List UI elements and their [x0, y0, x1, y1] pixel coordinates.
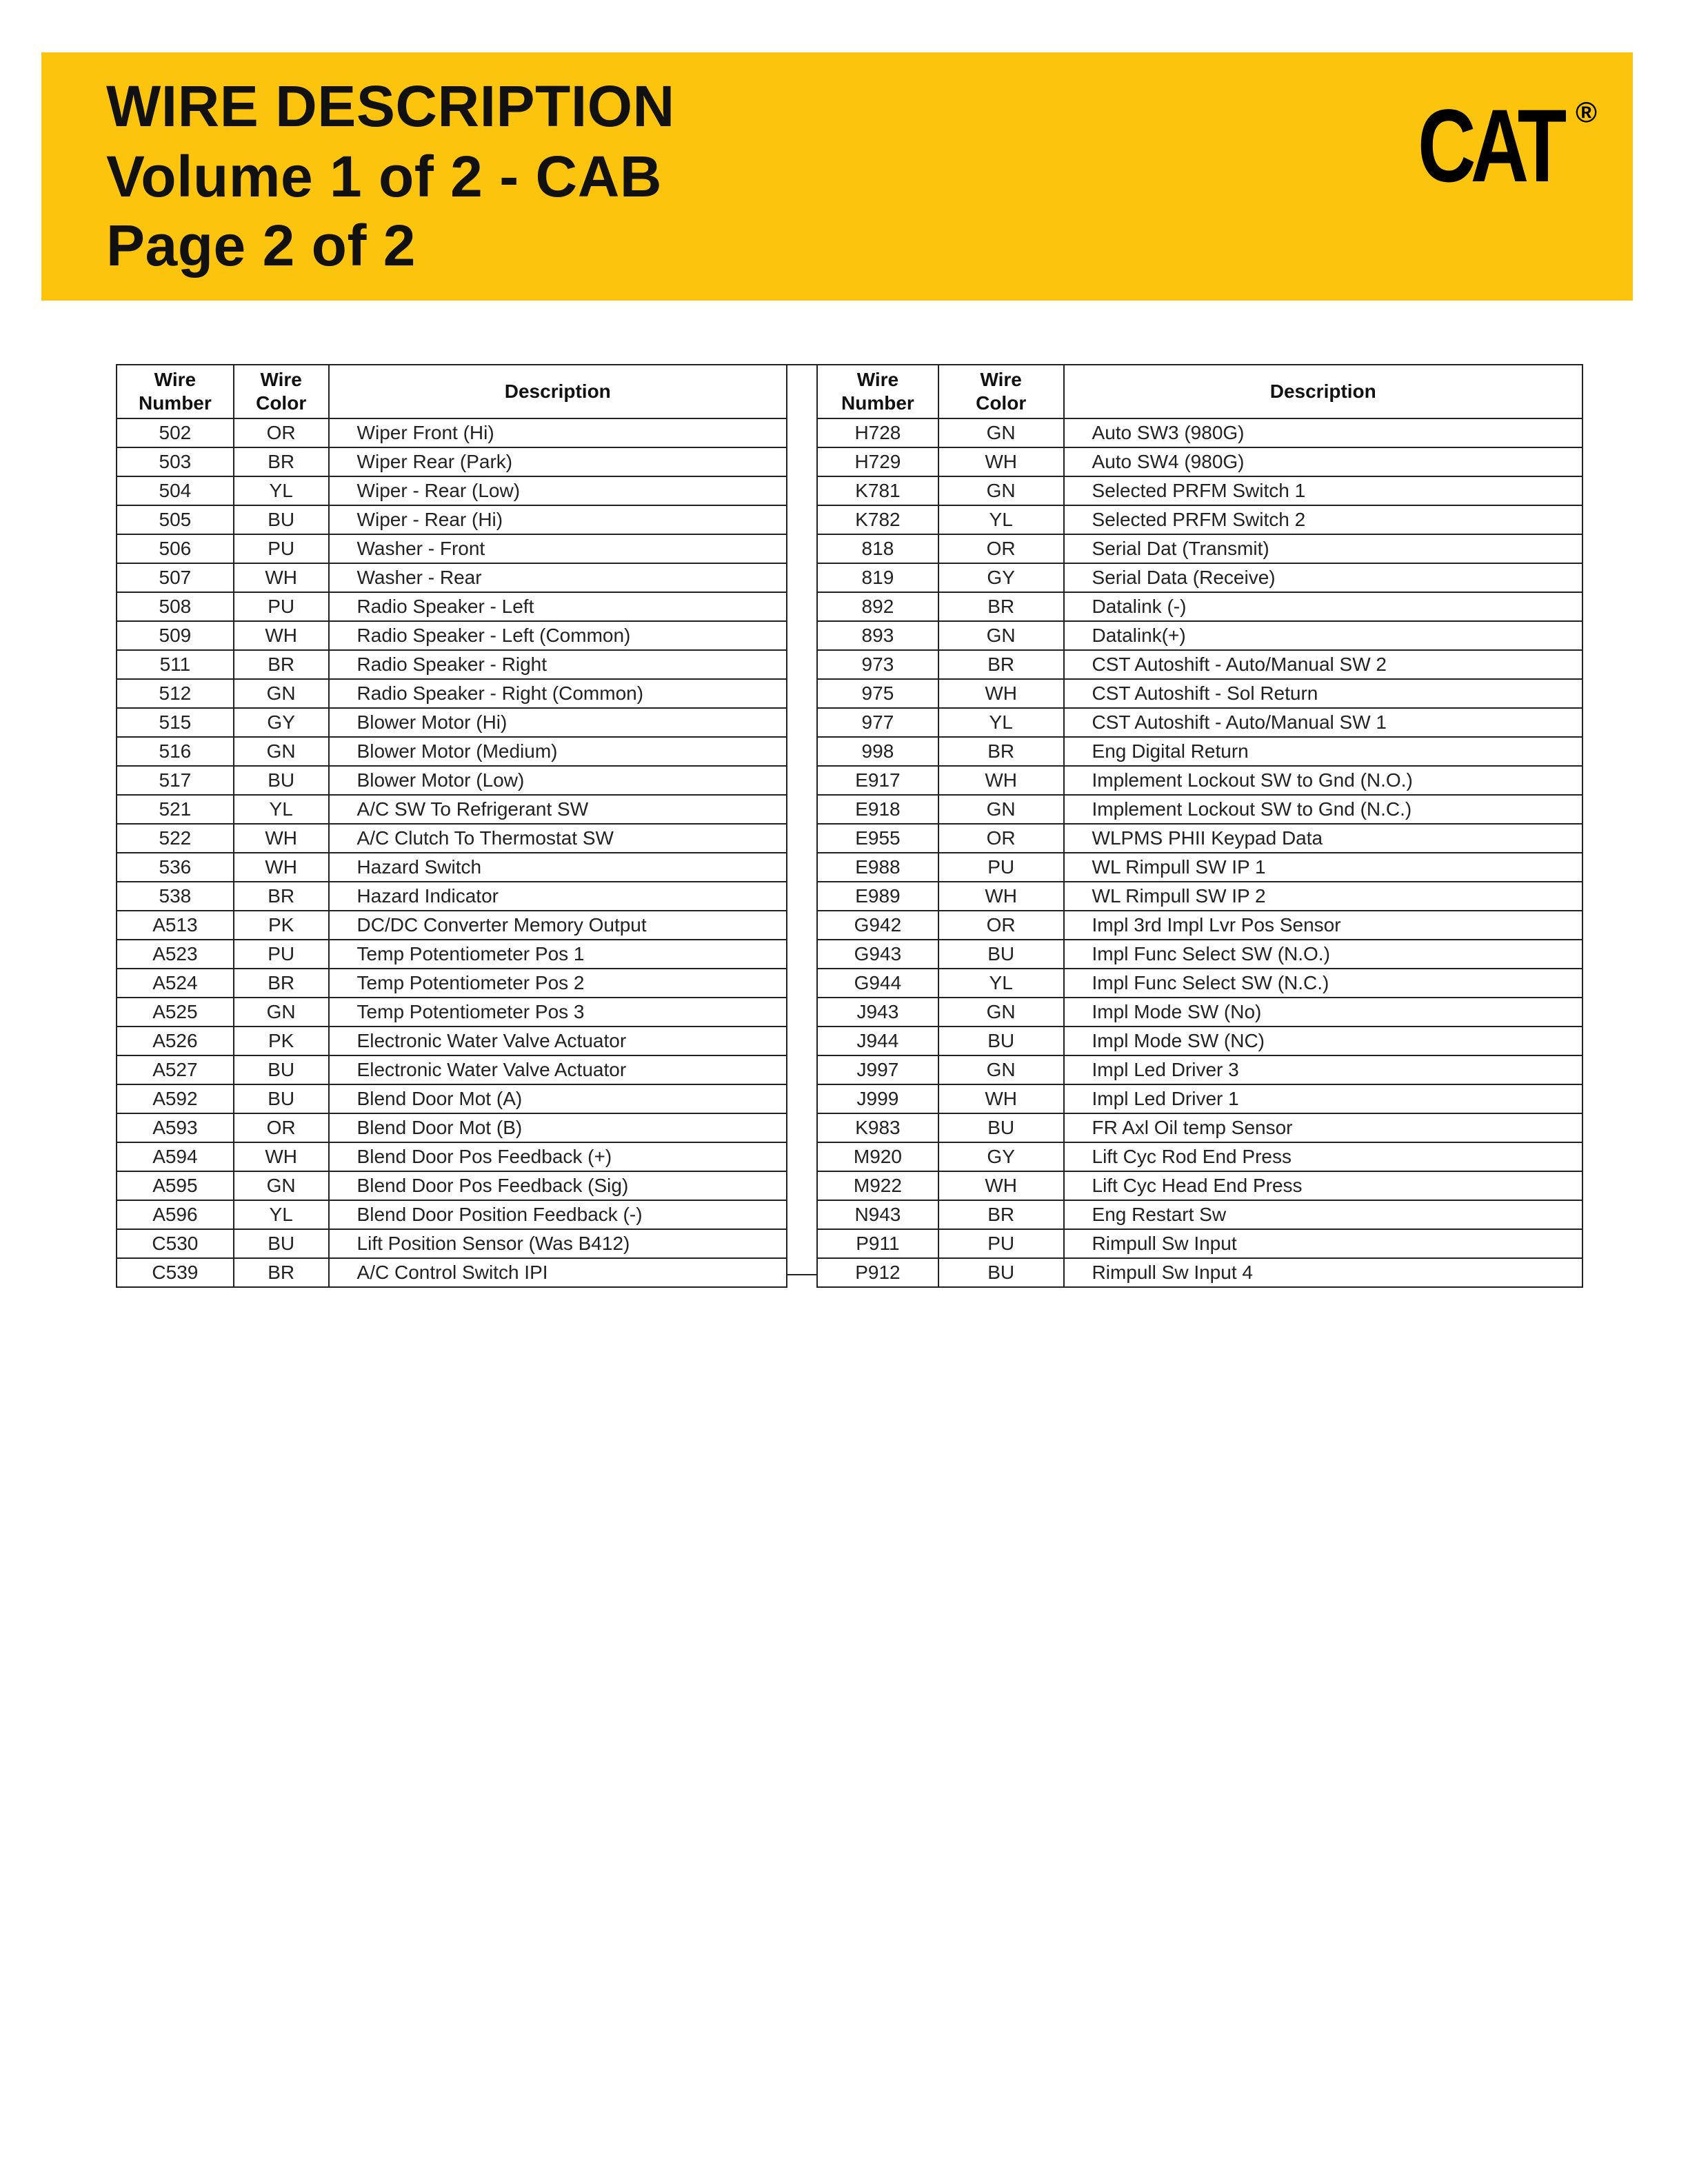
- cat-logo-text: CAT: [1418, 88, 1562, 203]
- table-row: [117, 824, 787, 853]
- wire-color-cell: PU: [234, 592, 329, 621]
- wire-number-cell: 998: [817, 737, 938, 766]
- table-row: [817, 1027, 1582, 1055]
- wire-color-cell: GY: [234, 708, 329, 737]
- wire-color-cell: YL: [938, 505, 1064, 534]
- table-row: [117, 766, 787, 795]
- wire-color-cell: BR: [234, 969, 329, 998]
- wire-color-cell: BR: [938, 737, 1064, 766]
- wire-number-cell: A594: [117, 1142, 234, 1171]
- wire-number-cell: E917: [817, 766, 938, 795]
- description-cell: Eng Restart Sw: [1064, 1200, 1582, 1229]
- table-row: [817, 940, 1582, 969]
- description-cell: Radio Speaker - Right: [329, 650, 787, 679]
- description-cell: Impl Mode SW (No): [1064, 998, 1582, 1027]
- table-row: [817, 737, 1582, 766]
- wire-color-cell: BU: [234, 1055, 329, 1084]
- description-cell: Rimpull Sw Input: [1064, 1229, 1582, 1258]
- wire-color-cell: BR: [234, 882, 329, 911]
- table-row: [817, 1258, 1582, 1287]
- wire-number-cell: 515: [117, 708, 234, 737]
- table-row: [817, 650, 1582, 679]
- wire-number-cell: P912: [817, 1258, 938, 1287]
- wire-color-cell: BR: [234, 1258, 329, 1287]
- description-cell: Lift Cyc Head End Press: [1064, 1171, 1582, 1200]
- wire-color-cell: GY: [938, 563, 1064, 592]
- wire-number-cell: A595: [117, 1171, 234, 1200]
- wire-number-cell: 975: [817, 679, 938, 708]
- wire-number-cell: 893: [817, 621, 938, 650]
- description-cell: CST Autoshift - Sol Return: [1064, 679, 1582, 708]
- wire-color-cell: YL: [938, 969, 1064, 998]
- description-cell: Eng Digital Return: [1064, 737, 1582, 766]
- wire-number-cell: 511: [117, 650, 234, 679]
- wire-color-cell: WH: [234, 853, 329, 882]
- table-row: [817, 795, 1582, 824]
- wire-number-cell: G942: [817, 911, 938, 940]
- wire-color-cell: YL: [234, 476, 329, 505]
- description-cell: Auto SW4 (980G): [1064, 447, 1582, 476]
- header-description: Description: [329, 365, 787, 418]
- description-cell: A/C Control Switch IPI: [329, 1258, 787, 1287]
- table-row: [117, 563, 787, 592]
- table-row: [117, 940, 787, 969]
- table-row: [117, 1200, 787, 1229]
- table-gutter: [787, 364, 816, 1275]
- table-row: [817, 563, 1582, 592]
- description-cell: Electronic Water Valve Actuator: [329, 1055, 787, 1084]
- table-header-row: [117, 365, 787, 418]
- wire-color-cell: YL: [234, 795, 329, 824]
- wire-color-cell: GN: [938, 998, 1064, 1027]
- wire-number-cell: K983: [817, 1113, 938, 1142]
- description-cell: Radio Speaker - Left: [329, 592, 787, 621]
- wire-color-cell: GN: [234, 679, 329, 708]
- wire-color-cell: GN: [938, 476, 1064, 505]
- wire-number-cell: K782: [817, 505, 938, 534]
- wire-number-cell: 536: [117, 853, 234, 882]
- wire-number-cell: A523: [117, 940, 234, 969]
- wire-number-cell: 521: [117, 795, 234, 824]
- table-row: [117, 1055, 787, 1084]
- wire-number-cell: 503: [117, 447, 234, 476]
- wire-number-cell: 512: [117, 679, 234, 708]
- wire-number-cell: A525: [117, 998, 234, 1027]
- table-row: [817, 447, 1582, 476]
- wire-color-cell: WH: [234, 563, 329, 592]
- description-cell: Blend Door Mot (A): [329, 1084, 787, 1113]
- description-cell: Impl Mode SW (NC): [1064, 1027, 1582, 1055]
- table-row: [117, 1258, 787, 1287]
- page-label: Page 2 of 2: [106, 213, 416, 278]
- description-cell: Rimpull Sw Input 4: [1064, 1258, 1582, 1287]
- wire-number-cell: 509: [117, 621, 234, 650]
- wire-number-cell: 507: [117, 563, 234, 592]
- description-cell: Impl Func Select SW (N.O.): [1064, 940, 1582, 969]
- description-cell: FR Axl Oil temp Sensor: [1064, 1113, 1582, 1142]
- wire-number-cell: J999: [817, 1084, 938, 1113]
- wire-color-cell: BU: [234, 1084, 329, 1113]
- document-title: WIRE DESCRIPTION: [106, 74, 675, 139]
- header-banner: [41, 52, 1633, 301]
- description-cell: Wiper Rear (Park): [329, 447, 787, 476]
- description-cell: Datalink(+): [1064, 621, 1582, 650]
- table-row: [117, 911, 787, 940]
- wire-number-cell: 522: [117, 824, 234, 853]
- description-cell: Impl 3rd Impl Lvr Pos Sensor: [1064, 911, 1582, 940]
- wire-color-cell: GN: [938, 621, 1064, 650]
- description-cell: Impl Led Driver 3: [1064, 1055, 1582, 1084]
- wire-color-cell: WH: [938, 447, 1064, 476]
- description-cell: Hazard Indicator: [329, 882, 787, 911]
- wire-number-cell: J997: [817, 1055, 938, 1084]
- wire-color-cell: OR: [938, 911, 1064, 940]
- wire-number-cell: 517: [117, 766, 234, 795]
- wire-table-right: [816, 364, 1583, 1288]
- table-row: [117, 1027, 787, 1055]
- wire-color-cell: OR: [938, 824, 1064, 853]
- wire-color-cell: WH: [938, 1171, 1064, 1200]
- wire-color-cell: YL: [234, 1200, 329, 1229]
- table-row: [817, 1055, 1582, 1084]
- wire-number-cell: 502: [117, 418, 234, 447]
- wire-color-cell: BR: [938, 650, 1064, 679]
- description-cell: WLPMS PHII Keypad Data: [1064, 824, 1582, 853]
- table-row: [117, 1171, 787, 1200]
- description-cell: Blower Motor (Hi): [329, 708, 787, 737]
- wire-color-cell: BU: [938, 1027, 1064, 1055]
- table-row: [817, 708, 1582, 737]
- table-row: [117, 1113, 787, 1142]
- table-row: [117, 418, 787, 447]
- description-cell: Blend Door Mot (B): [329, 1113, 787, 1142]
- wire-number-cell: N943: [817, 1200, 938, 1229]
- wire-number-cell: A596: [117, 1200, 234, 1229]
- wire-number-cell: 977: [817, 708, 938, 737]
- header-wire-color: Wire Color: [234, 365, 329, 418]
- table-row: [117, 679, 787, 708]
- wire-number-cell: 504: [117, 476, 234, 505]
- wire-number-cell: 516: [117, 737, 234, 766]
- wire-color-cell: BR: [938, 592, 1064, 621]
- description-cell: Impl Func Select SW (N.C.): [1064, 969, 1582, 998]
- description-cell: Temp Potentiometer Pos 2: [329, 969, 787, 998]
- header-wire-number: Wire Number: [817, 365, 938, 418]
- table-row: [817, 1171, 1582, 1200]
- table-row: [117, 998, 787, 1027]
- wire-color-cell: BU: [234, 1229, 329, 1258]
- table-row: [817, 1229, 1582, 1258]
- wire-number-cell: 508: [117, 592, 234, 621]
- description-cell: Temp Potentiometer Pos 3: [329, 998, 787, 1027]
- wire-color-cell: GN: [938, 1055, 1064, 1084]
- wire-number-cell: A593: [117, 1113, 234, 1142]
- wire-color-cell: PU: [938, 1229, 1064, 1258]
- wire-color-cell: YL: [938, 708, 1064, 737]
- table-row: [817, 418, 1582, 447]
- wire-table-left: [116, 364, 787, 1288]
- table-row: [817, 621, 1582, 650]
- table-row: [117, 505, 787, 534]
- wire-color-cell: BR: [234, 447, 329, 476]
- wire-color-cell: BU: [234, 505, 329, 534]
- wire-number-cell: E918: [817, 795, 938, 824]
- description-cell: Radio Speaker - Right (Common): [329, 679, 787, 708]
- wire-color-cell: BU: [938, 1113, 1064, 1142]
- table-row: [117, 592, 787, 621]
- description-cell: Auto SW3 (980G): [1064, 418, 1582, 447]
- description-cell: Serial Dat (Transmit): [1064, 534, 1582, 563]
- table-row: [117, 1084, 787, 1113]
- table-row: [817, 969, 1582, 998]
- wire-number-cell: H728: [817, 418, 938, 447]
- wire-color-cell: WH: [234, 621, 329, 650]
- description-cell: Washer - Front: [329, 534, 787, 563]
- description-cell: A/C SW To Refrigerant SW: [329, 795, 787, 824]
- description-cell: Blend Door Pos Feedback (Sig): [329, 1171, 787, 1200]
- wire-color-cell: WH: [234, 824, 329, 853]
- wire-color-cell: PU: [234, 940, 329, 969]
- table-row: [817, 505, 1582, 534]
- description-cell: Temp Potentiometer Pos 1: [329, 940, 787, 969]
- wire-number-cell: M922: [817, 1171, 938, 1200]
- wire-number-cell: E989: [817, 882, 938, 911]
- wire-number-cell: 506: [117, 534, 234, 563]
- description-cell: CST Autoshift - Auto/Manual SW 2: [1064, 650, 1582, 679]
- description-cell: Selected PRFM Switch 2: [1064, 505, 1582, 534]
- header-wire-color: Wire Color: [938, 365, 1064, 418]
- wire-number-cell: A524: [117, 969, 234, 998]
- table-row: [117, 737, 787, 766]
- wire-color-cell: WH: [938, 1084, 1064, 1113]
- table-row: [117, 882, 787, 911]
- wire-color-cell: BU: [234, 766, 329, 795]
- wire-number-cell: C539: [117, 1258, 234, 1287]
- wire-color-cell: PK: [234, 911, 329, 940]
- wire-number-cell: 818: [817, 534, 938, 563]
- wire-number-cell: 819: [817, 563, 938, 592]
- wire-color-cell: GN: [938, 418, 1064, 447]
- wire-color-cell: GN: [234, 998, 329, 1027]
- wire-color-cell: GN: [234, 737, 329, 766]
- table-row: [817, 534, 1582, 563]
- table-row: [817, 476, 1582, 505]
- wire-color-cell: BU: [938, 940, 1064, 969]
- table-row: [817, 1084, 1582, 1113]
- wire-color-cell: BR: [234, 650, 329, 679]
- description-cell: CST Autoshift - Auto/Manual SW 1: [1064, 708, 1582, 737]
- wire-number-cell: 892: [817, 592, 938, 621]
- description-cell: WL Rimpull SW IP 2: [1064, 882, 1582, 911]
- wire-number-cell: 538: [117, 882, 234, 911]
- description-cell: DC/DC Converter Memory Output: [329, 911, 787, 940]
- table-row: [817, 1200, 1582, 1229]
- wire-number-cell: 505: [117, 505, 234, 534]
- wire-number-cell: 973: [817, 650, 938, 679]
- wire-number-cell: M920: [817, 1142, 938, 1171]
- registered-mark: ®: [1576, 96, 1597, 128]
- wire-number-cell: J944: [817, 1027, 938, 1055]
- table-row: [817, 766, 1582, 795]
- description-cell: Serial Data (Receive): [1064, 563, 1582, 592]
- description-cell: Electronic Water Valve Actuator: [329, 1027, 787, 1055]
- table-row: [817, 882, 1582, 911]
- description-cell: Blend Door Position Feedback (-): [329, 1200, 787, 1229]
- wire-color-cell: GN: [234, 1171, 329, 1200]
- description-cell: Blend Door Pos Feedback (+): [329, 1142, 787, 1171]
- description-cell: Lift Position Sensor (Was B412): [329, 1229, 787, 1258]
- wire-color-cell: WH: [938, 679, 1064, 708]
- wire-color-cell: PU: [938, 853, 1064, 882]
- wire-number-cell: K781: [817, 476, 938, 505]
- wire-number-cell: A527: [117, 1055, 234, 1084]
- wire-color-cell: OR: [234, 1113, 329, 1142]
- table-row: [817, 998, 1582, 1027]
- wire-number-cell: J943: [817, 998, 938, 1027]
- wire-color-cell: GY: [938, 1142, 1064, 1171]
- header-wire-number: Wire Number: [117, 365, 234, 418]
- wire-number-cell: P911: [817, 1229, 938, 1258]
- description-cell: Impl Led Driver 1: [1064, 1084, 1582, 1113]
- cat-logo: [1418, 88, 1597, 203]
- wire-number-cell: G943: [817, 940, 938, 969]
- wire-color-cell: WH: [938, 882, 1064, 911]
- description-cell: Wiper Front (Hi): [329, 418, 787, 447]
- wire-color-cell: WH: [234, 1142, 329, 1171]
- description-cell: Wiper - Rear (Low): [329, 476, 787, 505]
- description-cell: Wiper - Rear (Hi): [329, 505, 787, 534]
- table-row: [117, 969, 787, 998]
- table-row: [817, 853, 1582, 882]
- wire-number-cell: E955: [817, 824, 938, 853]
- wire-color-cell: OR: [938, 534, 1064, 563]
- description-cell: Implement Lockout SW to Gnd (N.C.): [1064, 795, 1582, 824]
- wire-number-cell: A526: [117, 1027, 234, 1055]
- wire-number-cell: C530: [117, 1229, 234, 1258]
- volume-label: Volume 1 of 2 - CAB: [106, 144, 663, 209]
- wire-number-cell: A513: [117, 911, 234, 940]
- description-cell: Implement Lockout SW to Gnd (N.O.): [1064, 766, 1582, 795]
- table-row: [117, 1229, 787, 1258]
- table-row: [117, 534, 787, 563]
- table-row: [117, 1142, 787, 1171]
- table-row: [817, 679, 1582, 708]
- table-row: [117, 795, 787, 824]
- table-row: [117, 853, 787, 882]
- wire-color-cell: PU: [234, 534, 329, 563]
- table-row: [117, 708, 787, 737]
- description-cell: Washer - Rear: [329, 563, 787, 592]
- wire-number-cell: A592: [117, 1084, 234, 1113]
- table-header-row: [817, 365, 1582, 418]
- wire-color-cell: GN: [938, 795, 1064, 824]
- description-cell: Radio Speaker - Left (Common): [329, 621, 787, 650]
- wire-color-cell: BR: [938, 1200, 1064, 1229]
- wire-number-cell: G944: [817, 969, 938, 998]
- table-row: [817, 1142, 1582, 1171]
- description-cell: WL Rimpull SW IP 1: [1064, 853, 1582, 882]
- wire-number-cell: E988: [817, 853, 938, 882]
- table-row: [817, 592, 1582, 621]
- header-description: Description: [1064, 365, 1582, 418]
- table-row: [817, 911, 1582, 940]
- description-cell: Datalink (-): [1064, 592, 1582, 621]
- description-cell: Selected PRFM Switch 1: [1064, 476, 1582, 505]
- table-row: [817, 1113, 1582, 1142]
- wire-color-cell: WH: [938, 766, 1064, 795]
- wire-color-cell: PK: [234, 1027, 329, 1055]
- wire-number-cell: H729: [817, 447, 938, 476]
- description-cell: Hazard Switch: [329, 853, 787, 882]
- wire-color-cell: OR: [234, 418, 329, 447]
- description-cell: Lift Cyc Rod End Press: [1064, 1142, 1582, 1171]
- description-cell: Blower Motor (Low): [329, 766, 787, 795]
- table-row: [817, 824, 1582, 853]
- description-cell: Blower Motor (Medium): [329, 737, 787, 766]
- wire-color-cell: BU: [938, 1258, 1064, 1287]
- table-row: [117, 476, 787, 505]
- description-cell: A/C Clutch To Thermostat SW: [329, 824, 787, 853]
- table-row: [117, 621, 787, 650]
- table-row: [117, 650, 787, 679]
- table-row: [117, 447, 787, 476]
